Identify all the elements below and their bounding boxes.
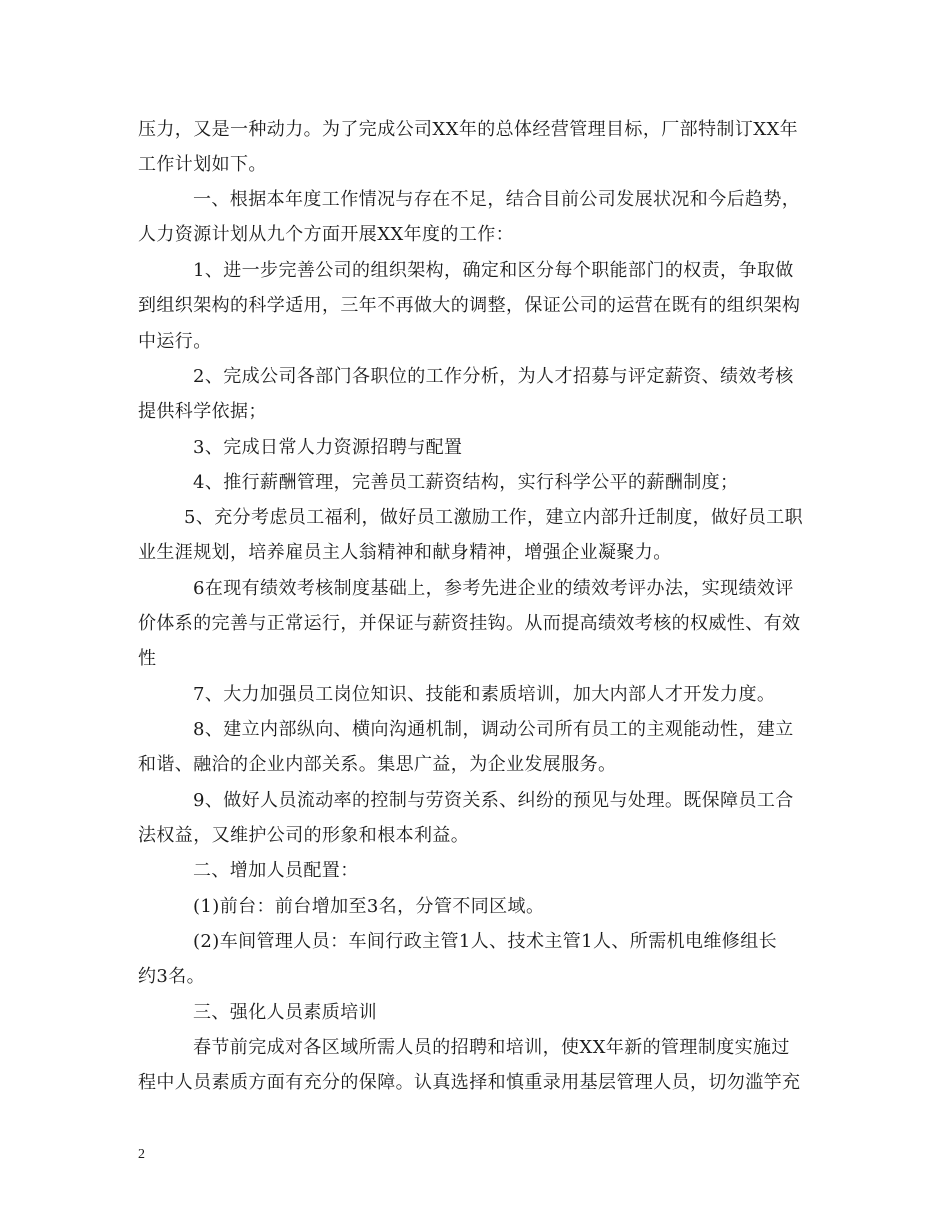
page-number: 2	[138, 1147, 145, 1162]
text-line: 业生涯规划，培养雇员主人翁精神和献身精神，增强企业凝聚力。	[138, 542, 672, 563]
text-line: 2、完成公司各部门各职位的工作分析，为人才招募与评定薪资、绩效考核	[193, 366, 794, 387]
text-line: 性	[138, 648, 157, 669]
text-line: 4、推行薪酬管理，完善员工薪资结构，实行科学公平的薪酬制度；	[193, 472, 739, 493]
text-line: 二、增加人员配置：	[193, 860, 359, 881]
text-line: 提供科学依据；	[138, 401, 267, 422]
text-line: 1、进一步完善公司的组织架构，确定和区分每个职能部门的权责，争取做	[193, 260, 794, 281]
text-line: 价体系的完善与正常运行，并保证与薪资挂钩。从而提高绩效考核的权威性、有效	[138, 613, 801, 634]
text-line: 6在现有绩效考核制度基础上，参考先进企业的绩效考评办法，实现绩效评	[193, 578, 794, 599]
text-line: 9、做好人员流动率的控制与劳资关系、纠纷的预见与处理。既保障员工合	[193, 790, 794, 811]
text-line: 法权益，又维护公司的形象和根本利益。	[138, 825, 470, 846]
text-line: 3、完成日常人力资源招聘与配置	[193, 437, 463, 458]
text-line: 5、充分考虑员工福利，做好员工激励工作，建立内部升迁制度，做好员工职	[184, 507, 804, 528]
text-line: 中运行。	[138, 331, 212, 352]
text-line: 人力资源计划从九个方面开展XX年度的工作：	[138, 224, 515, 245]
text-line: 一、根据本年度工作情况与存在不足，结合目前公司发展状况和今后趋势，	[193, 189, 801, 210]
text-line: 8、建立内部纵向、横向沟通机制，调动公司所有员工的主观能动性，建立	[193, 719, 794, 740]
text-line: 约3名。	[138, 966, 206, 987]
text-line: 到组织架构的科学适用，三年不再做大的调整，保证公司的运营在既有的组织架构	[138, 295, 801, 316]
text-line: 春节前完成对各区域所需人员的招聘和培训，使XX年新的管理制度实施过	[193, 1037, 790, 1058]
text-line: 和谐、融洽的企业内部关系。集思广益，为企业发展服务。	[138, 754, 617, 775]
text-line: 压力，又是一种动力。为了完成公司XX年的总体经营管理目标，厂部特制订XX年	[138, 119, 799, 140]
text-line: 三、强化人员素质培训	[193, 1002, 377, 1023]
text-line: (2)车间管理人员：车间行政主管1人、技术主管1人、所需机电维修组长	[193, 931, 777, 952]
text-line: (1)前台：前台增加至3名，分管不同区域。	[193, 896, 545, 917]
text-line: 7、大力加强员工岗位知识、技能和素质培训，加大内部人才开发力度。	[193, 684, 776, 705]
text-line: 工作计划如下。	[138, 154, 267, 175]
text-line: 程中人员素质方面有充分的保障。认真选择和慎重录用基层管理人员，切勿滥竽充	[138, 1072, 801, 1093]
